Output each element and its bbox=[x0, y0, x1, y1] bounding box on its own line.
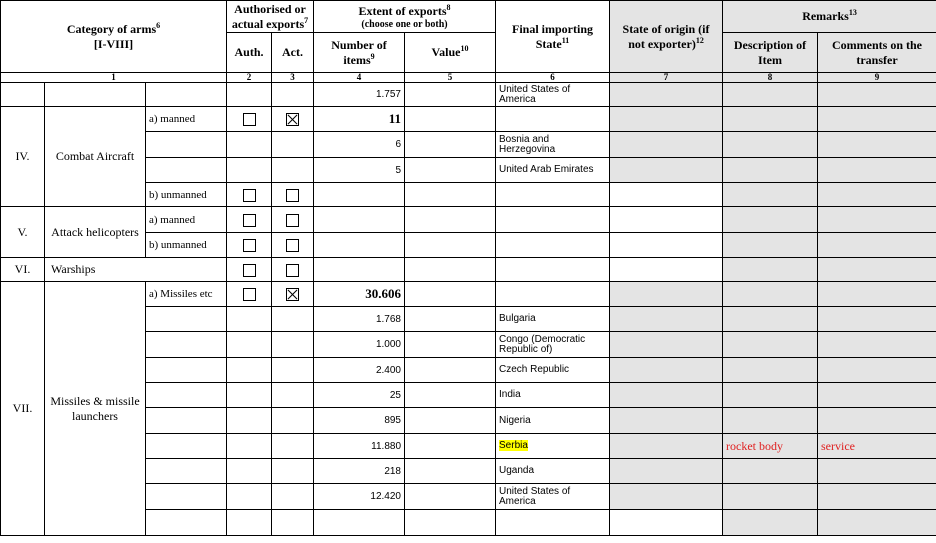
category-name: Combat Aircraft bbox=[45, 107, 146, 207]
importing-state-cell: Bosnia and Herzegovina bbox=[496, 132, 610, 158]
header-comments: Comments on the transfer bbox=[818, 33, 936, 73]
category-number: IV. bbox=[1, 107, 45, 207]
table-row bbox=[1, 282, 936, 307]
act-checkbox[interactable] bbox=[286, 214, 299, 227]
description-cell: rocket body bbox=[723, 434, 818, 459]
auth-checkbox[interactable] bbox=[243, 264, 256, 277]
importing-state-cell: United Arab Emirates bbox=[496, 158, 610, 183]
importing-state-cell: Czech Republic bbox=[496, 358, 610, 383]
header-state-of-origin: State of origin (if not exporter)$^{12}$ bbox=[610, 1, 723, 73]
items-cell: 1.757 bbox=[314, 83, 405, 107]
importing-state-cell: United States of America bbox=[496, 484, 610, 510]
items-cell: 5 bbox=[314, 158, 405, 183]
category-name: Attack helicopters bbox=[45, 207, 146, 258]
items-cell: 2.400 bbox=[314, 358, 405, 383]
items-cell: 895 bbox=[314, 408, 405, 434]
table-row bbox=[1, 83, 936, 107]
importing-state-cell: Bulgaria bbox=[496, 307, 610, 332]
category-range: [I-VIII] bbox=[93, 36, 134, 51]
table-row bbox=[1, 207, 936, 233]
category-number: VII. bbox=[1, 282, 45, 536]
table-row bbox=[1, 258, 936, 282]
header-act: Act. bbox=[272, 33, 314, 73]
subcategory-label: a) manned bbox=[146, 207, 227, 233]
subcategory-label: a) Missiles etc bbox=[146, 282, 227, 307]
importing-state-cell bbox=[496, 434, 610, 459]
items-cell: 25 bbox=[314, 383, 405, 408]
auth-checkbox[interactable] bbox=[243, 214, 256, 227]
category-number: VI. bbox=[1, 258, 45, 282]
items-cell: 12.420 bbox=[314, 484, 405, 510]
auth-checkbox[interactable] bbox=[243, 113, 256, 126]
act-checkbox[interactable] bbox=[286, 264, 299, 277]
header-authorised: Authorised or actual exports$^7$ bbox=[227, 1, 314, 33]
header-category: Category of arms$^6$ [I-VIII] bbox=[1, 1, 227, 73]
act-checkbox[interactable] bbox=[286, 189, 299, 202]
header-auth: Auth. bbox=[227, 33, 272, 73]
category-name: Warships bbox=[45, 258, 227, 282]
act-checkbox-checked[interactable] bbox=[286, 288, 299, 301]
category-number: V. bbox=[1, 207, 45, 258]
importing-state-cell: Nigeria bbox=[496, 408, 610, 434]
items-total: 11 bbox=[314, 107, 405, 132]
table-row bbox=[1, 107, 936, 132]
importing-state-cell: Congo (Democratic Republic of) bbox=[496, 332, 610, 358]
comments-cell: service bbox=[818, 434, 936, 459]
items-cell: 6 bbox=[314, 132, 405, 158]
act-checkbox-checked[interactable] bbox=[286, 113, 299, 126]
act-checkbox[interactable] bbox=[286, 239, 299, 252]
subcategory-label: b) unmanned bbox=[146, 233, 227, 258]
items-cell: 1.000 bbox=[314, 332, 405, 358]
column-number-row: 1 2 3 4 5 6 7 8 9 bbox=[1, 73, 936, 83]
items-cell: 1.768 bbox=[314, 307, 405, 332]
highlighted-state: Serbia bbox=[499, 440, 528, 451]
importing-state-cell: Uganda bbox=[496, 459, 610, 484]
subcategory-label: b) unmanned bbox=[146, 183, 227, 207]
importing-state-cell: India bbox=[496, 383, 610, 408]
auth-checkbox[interactable] bbox=[243, 189, 256, 202]
items-cell: 218 bbox=[314, 459, 405, 484]
header-extent: Extent of exports$^8$ (choose one or both) bbox=[314, 1, 496, 33]
header-remarks: Remarks$^{13}$ bbox=[723, 1, 936, 33]
subcategory-label: a) manned bbox=[146, 107, 227, 132]
header-value: Value$^{10}$ bbox=[405, 33, 496, 73]
header-description: Description of Item bbox=[723, 33, 818, 73]
items-total: 30.606 bbox=[314, 282, 405, 307]
auth-checkbox[interactable] bbox=[243, 288, 256, 301]
importing-state-cell: United States of America bbox=[496, 83, 610, 107]
auth-checkbox[interactable] bbox=[243, 239, 256, 252]
category-title: Category of arms bbox=[66, 21, 157, 36]
category-name: Missiles & missile launchers bbox=[45, 282, 146, 536]
items-cell: 11.880 bbox=[314, 434, 405, 459]
header-importing-state: Final importing State$^{11}$ bbox=[496, 1, 610, 73]
header-number-of-items: Number of items$^9$ bbox=[314, 33, 405, 73]
